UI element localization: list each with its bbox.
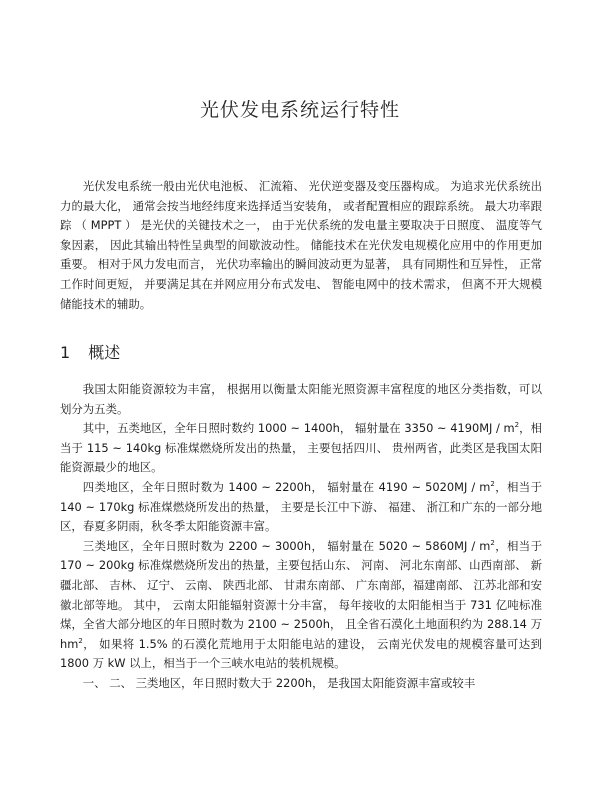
paragraph-zone-four bbox=[60, 478, 542, 537]
paragraph-zone-three bbox=[60, 537, 542, 674]
text-run: ，相当于 170 ~ 200kg 标准煤燃烧所发出的热量，主要包括山东、 河南、 河北东南部、山西南部、 新疆北部、 吉林、 辽宁、 云南、 陕西北部、 甘肃东南部、 广东南部，福建南部、 江苏北部和安徽北部等地。 其中， 云南太阳能辐射资源十分丰富， 每年接收的太阳能相当于 731 亿吨标准煤，全省大部分地区的年日照时数为 2100 ~ 2500h， 且全省石漠化土地面积约为 288.14 万 hm bbox=[60, 538, 542, 651]
paragraph-zones-summary: 一、 二、 三类地区，年日照时数大于 2200h， 是我国太阳能资源丰富或较丰 bbox=[82, 675, 476, 690]
paragraph-zone-five bbox=[60, 419, 542, 478]
superscript: 2 bbox=[78, 636, 83, 645]
abstract-paragraph: 光伏发电系统一般由光伏电池板、 汇流箱、 光伏逆变器及变压器构成。 为追求光伏系统出力的最大化， 通常会按当地经纬度来选择适当安装角， 或者配置相应的跟踪系统。 最大功率跟踪 （ MPPT ） 是光伏的关键技术之一， 由于光伏系统的发电量主要取决于日照度、 温度等气象因素， 因此其输出特性呈典型的间歇波动性。 储能技术在光伏发电规模化应用中的作用更加重要。 相对于风力发电而言， 光伏功率输出的瞬间波动更为显著， 具有同期性和互异性， 正常工作时间更短， 并要满足其在并网应用分布式发电、 智能电网中的技术需求， 但离不开大规模储能技术的辅助。 bbox=[60, 179, 542, 311]
text-run: 其中，五类地区，全年日照时数约 1000 ~ 1400h， 辐射量在 3350 ~ 4190MJ / m bbox=[82, 421, 515, 436]
text-run: ， 如果将 1.5% 的石漠化荒地用于太阳能电站的建设， 云南光伏发电的规模容量可达到 1800 万 kW 以上，相当于一个三峡水电站的装机规模。 bbox=[60, 636, 542, 671]
section-heading bbox=[60, 340, 120, 363]
abstract-block bbox=[60, 177, 542, 314]
text-run: ，相当于 115 ~ 140kg 标准煤燃烧所发出的热量， 主要包括四川、 贵州两省，此类区是我国太阳能资源最少的地区。 bbox=[60, 421, 542, 475]
text-run: 四类地区，全年日照时数为 1400 ~ 2200h， 辐射量在 4190 ~ 5020MJ / m bbox=[82, 479, 491, 494]
superscript: 2 bbox=[490, 480, 495, 489]
section-body bbox=[60, 380, 542, 694]
document-title: 光伏发电系统运行特性 bbox=[199, 99, 400, 121]
paragraph-intro: 我国太阳能资源较为丰富， 根据用以衡量太阳能光照资源丰富程度的地区分类指数，可以划分为五类。 bbox=[60, 382, 542, 416]
section-title: 概述 bbox=[88, 343, 121, 362]
superscript: 2 bbox=[490, 538, 495, 547]
superscript: 2 bbox=[514, 421, 520, 430]
section-number: 1 bbox=[60, 343, 71, 362]
text-run: ，相当于 140 ~ 170kg 标准煤燃烧所发出的热量， 主要是长江中下游、 福建、 浙江和广东的一部分地区，春夏多阴雨，秋冬季太阳能资源丰富。 bbox=[60, 479, 542, 534]
text-run: 三类地区，全年日照时数为 2200 ~ 3000h， 辐射量在 5020 ~ 5860MJ / m bbox=[82, 538, 491, 553]
